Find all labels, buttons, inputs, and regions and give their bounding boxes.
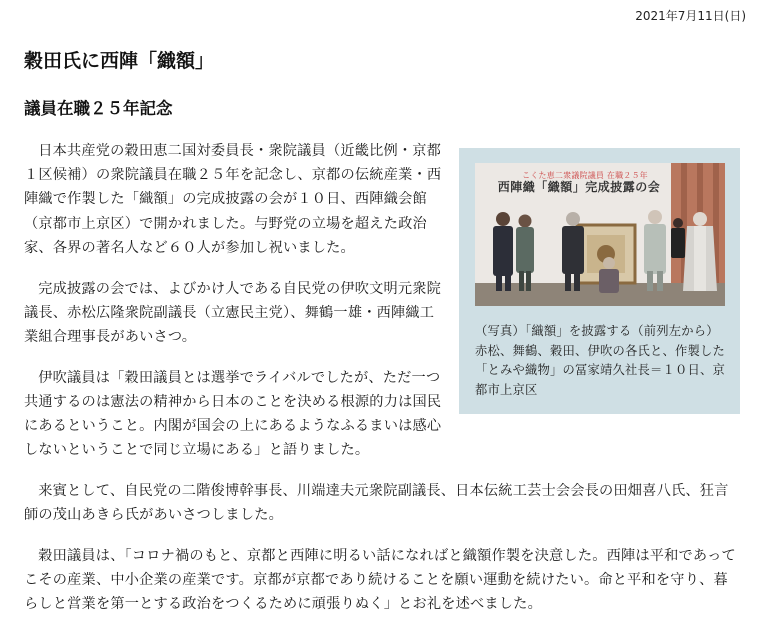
- article-headline: 穀田氏に西陣「織額」: [24, 50, 215, 72]
- article-paragraph: 伊吹議員は「穀田議員とは選挙でライバルでしたが、ただ一つ共通するのは憲法の精神から日本のことを決める根源的力は国民にあるということ。内閣が国会の上にあるようなふるまいは感心しないということで同じ立場にある」と語りました。: [24, 369, 442, 459]
- article-paragraph: 日本共産党の穀田恵二国対委員長・衆院議員（近畿比例・京都１区候補）の衆院議員在職２５年を記念し、京都の伝統産業・西陣織で作製した「織額」の完成披露の会が１０日、西陣織会館（京都市上京区）で開かれました。与野党の立場を超えた政治家、各界の著名人など６０人が参加し祝いました。: [24, 143, 442, 256]
- event-photo: [475, 163, 725, 306]
- publication-date: 2021年7月11日(日): [635, 9, 746, 23]
- photo-banner-text: 西陣織「織額」完成披露の会: [497, 180, 661, 194]
- photo-caption: （写真）「織額」を披露する（前列左から）赤松、舞鶴、穀田、伊吹の各氏と、作製した「とみや織物」の冨家靖久社長＝１０日、京都市上京区: [475, 324, 725, 398]
- article-paragraph: 穀田議員は、「コロナ禍のもと、京都と西陣に明るい話になればと織額作製を決意した。西陣は平和であってこその産業、中小企業の産業です。京都が京都であり続けることを願い運動を続けたい。命と平和を守り、暮らしと営業を第一とする政治をつくるために頑張りぬく」とお礼を述べました。: [24, 547, 736, 613]
- article-paragraph: 来賓として、自民党の二階俊博幹事長、川端達夫元衆院副議長、日本伝統工芸士会会長の田畑喜八氏、狂言師の茂山あきら氏があいさつしました。: [24, 482, 729, 524]
- article-body: [24, 139, 740, 633]
- photo-banner-top-text: こくた恵二衆議院議員 在職２５年: [522, 171, 648, 180]
- photo-figure: [459, 148, 740, 414]
- article-subheadline: 議員在職２５年記念: [24, 99, 173, 118]
- article-paragraph: 完成披露の会では、よびかけ人である自民党の伊吹文明元衆院議長、赤松広隆衆院副議長（立憲民主党）、舞鶴一雄・西陣織工業組合理事長があいさつ。: [24, 280, 442, 345]
